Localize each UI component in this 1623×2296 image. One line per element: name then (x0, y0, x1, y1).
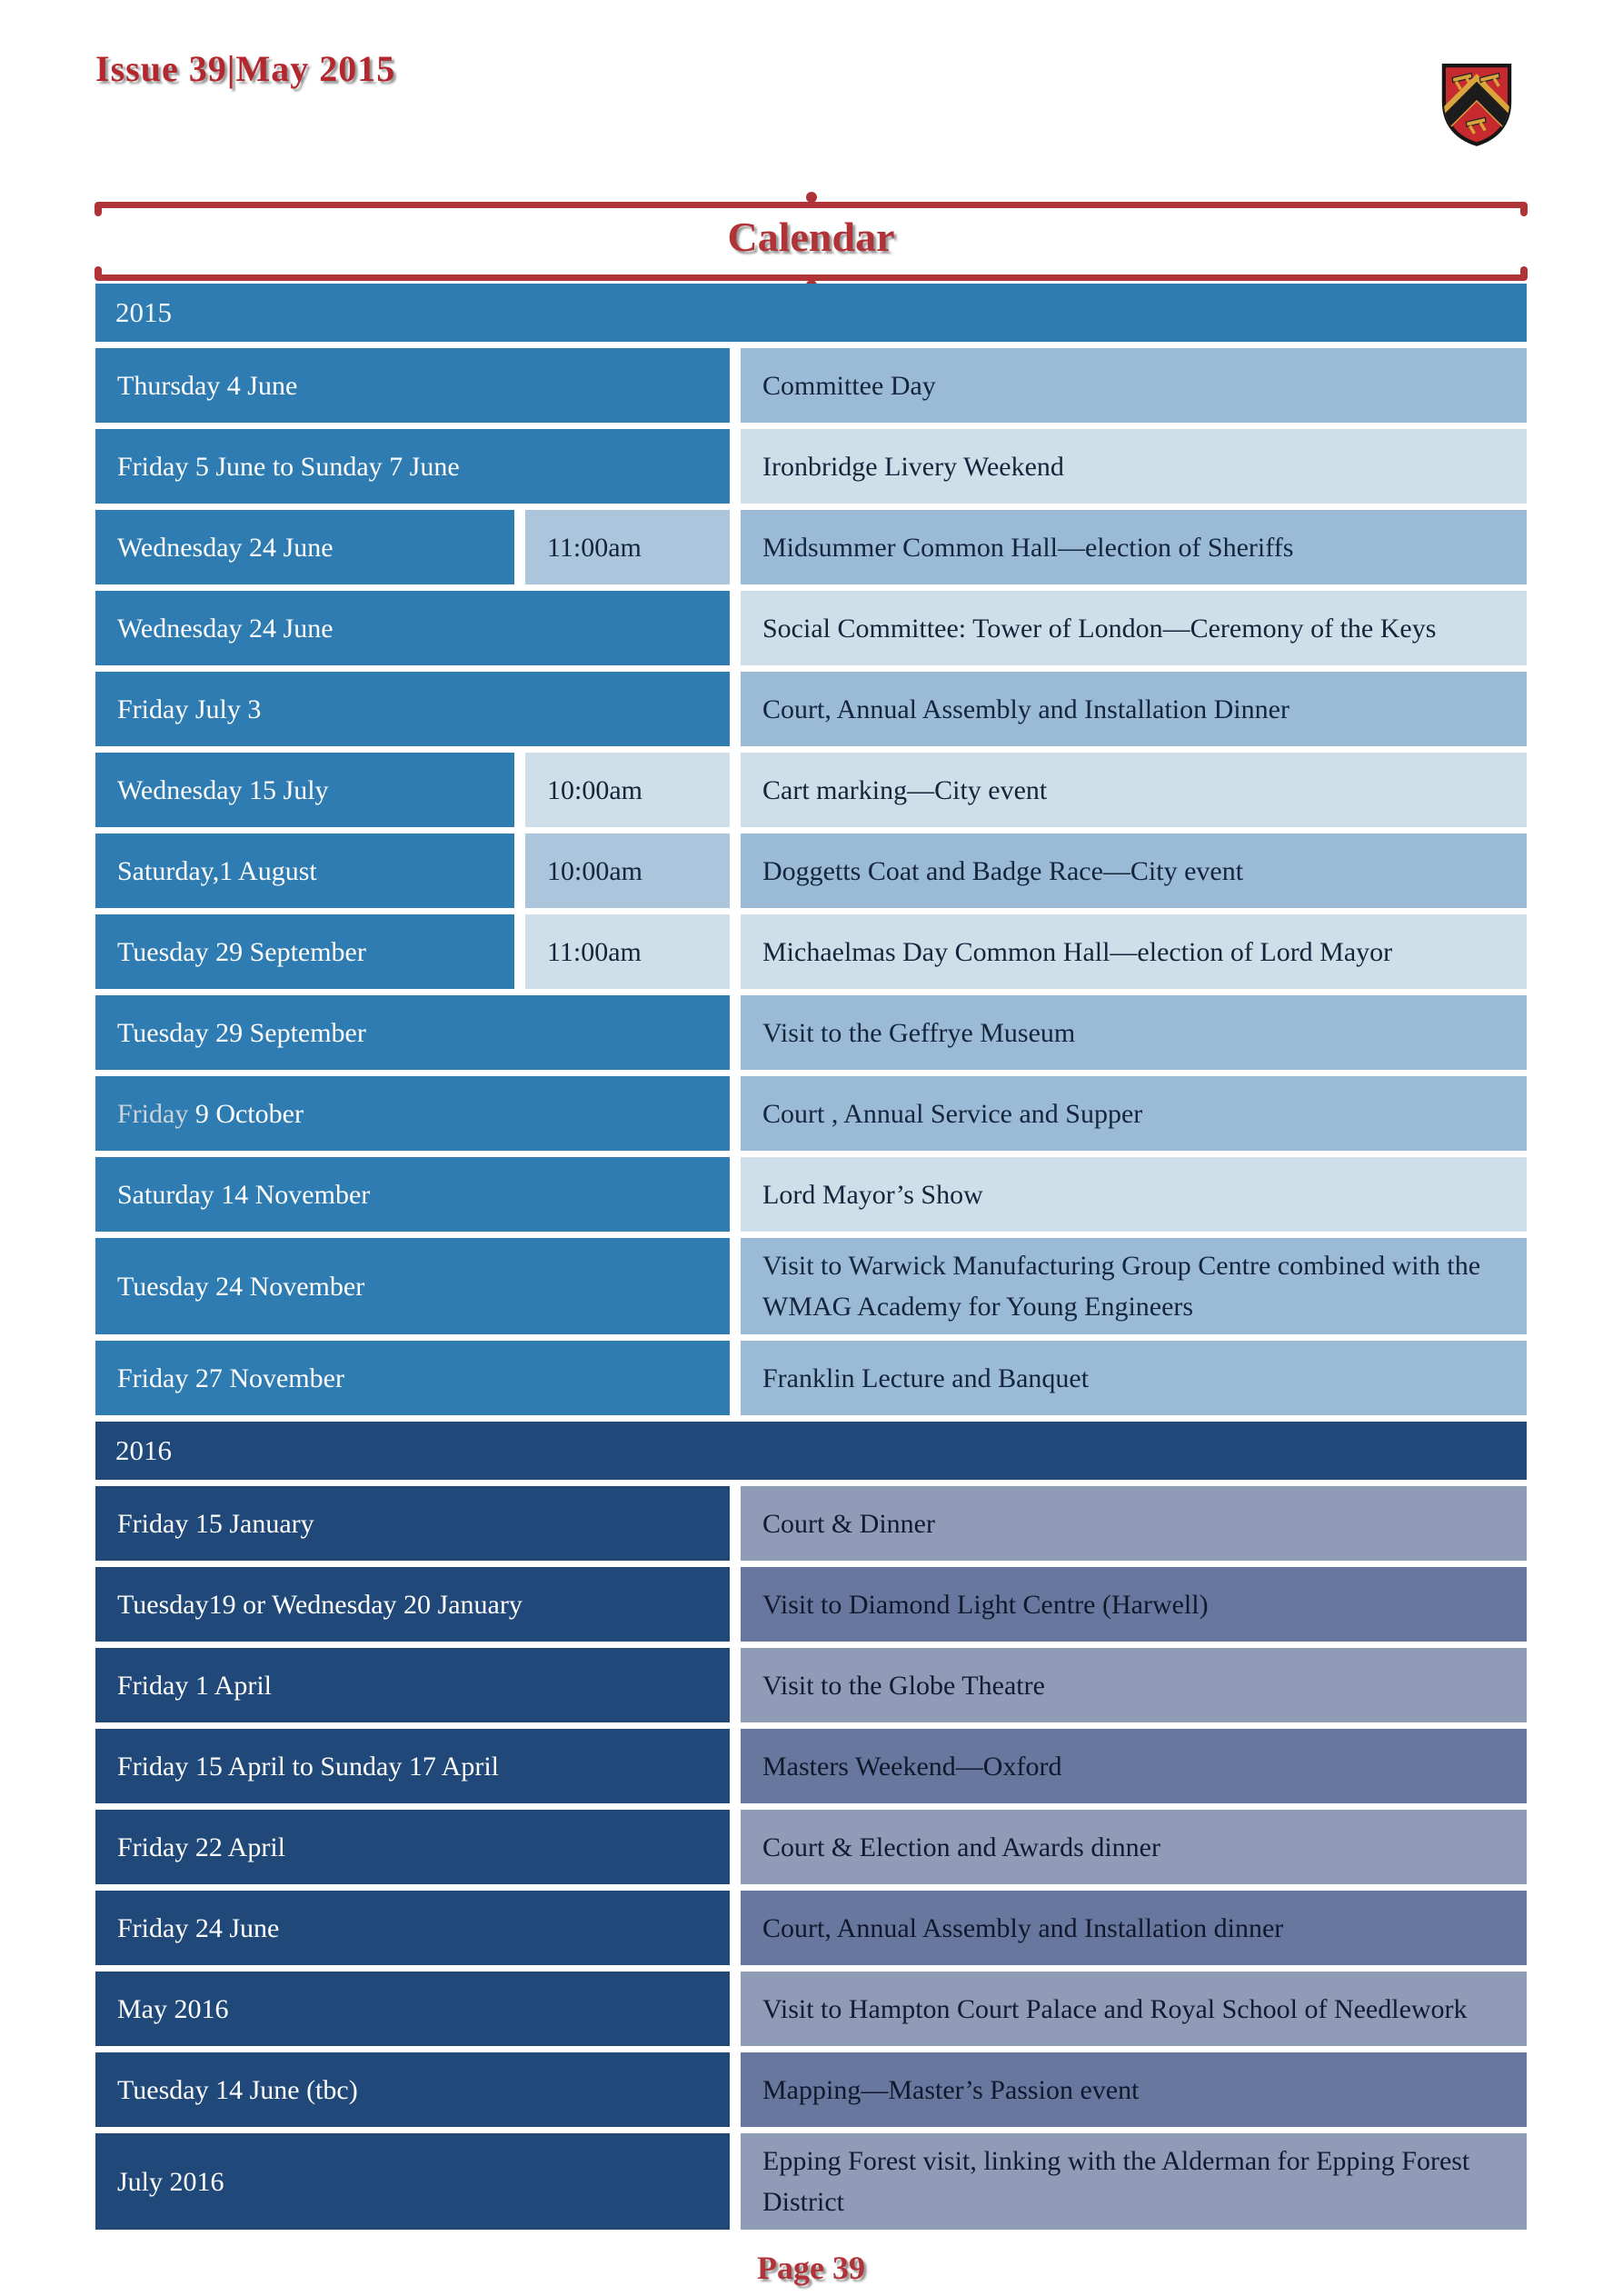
calendar-row (95, 1238, 1527, 1334)
date-cell: Friday 15 April to Sunday 17 April (95, 1729, 730, 1803)
event-cell: Michaelmas Day Common Hall—election of Lord Mayor (741, 914, 1527, 989)
calendar-row (95, 1567, 1527, 1642)
calendar-row (95, 995, 1527, 1070)
date-cell: Friday 22 April (95, 1810, 730, 1884)
calendar-row (95, 753, 1527, 827)
calendar-row (95, 1810, 1527, 1884)
date-cell: Tuesday19 or Wednesday 20 January (95, 1567, 730, 1642)
date-cell: Friday 27 November (95, 1341, 730, 1415)
time-cell: 11:00am (525, 914, 730, 989)
event-cell: Midsummer Common Hall—election of Sheriffs (741, 510, 1527, 584)
time-cell: 11:00am (525, 510, 730, 584)
date-cell: July 2016 (95, 2133, 730, 2230)
event-cell: Visit to Hampton Court Palace and Royal School of Needlework (741, 1972, 1527, 2046)
calendar-row (95, 510, 1527, 584)
calendar-row (95, 672, 1527, 746)
event-cell: Court , Annual Service and Supper (741, 1076, 1527, 1151)
date-cell: Friday 24 June (95, 1891, 730, 1965)
date-cell: Saturday 14 November (95, 1157, 730, 1232)
event-cell: Cart marking—City event (741, 753, 1527, 827)
event-cell: Court & Dinner (741, 1486, 1527, 1561)
calendar-row (95, 1972, 1527, 2046)
date-cell: Thursday 4 June (95, 348, 730, 423)
decorative-rule-bottom (95, 275, 1527, 281)
date-cell: Friday 9 October (95, 1076, 730, 1151)
event-cell: Mapping—Master’s Passion event (741, 2052, 1527, 2127)
date-cell: Wednesday 24 June (95, 510, 514, 584)
event-cell: Committee Day (741, 348, 1527, 423)
date-muted-prefix: Friday (117, 1098, 189, 1129)
event-cell: Social Committee: Tower of London—Ceremony of the Keys (741, 591, 1527, 665)
date-cell: Friday July 3 (95, 672, 730, 746)
time-cell: 10:00am (525, 753, 730, 827)
date-cell: Wednesday 24 June (95, 591, 730, 665)
calendar-row (95, 348, 1527, 423)
date-cell: Tuesday 24 November (95, 1238, 730, 1334)
year-header-2015: 2015 (95, 284, 1527, 342)
calendar-row (95, 1729, 1527, 1803)
event-cell: Visit to Warwick Manufacturing Group Centre combined with the WMAG Academy for Young Engineers (741, 1238, 1527, 1334)
year-header-2016: 2016 (95, 1422, 1527, 1480)
event-cell: Visit to the Globe Theatre (741, 1648, 1527, 1722)
event-cell: Franklin Lecture and Banquet (741, 1341, 1527, 1415)
date-cell: May 2016 (95, 1972, 730, 2046)
calendar-row (95, 1486, 1527, 1561)
event-cell: Epping Forest visit, linking with the Alderman for Epping Forest District (741, 2133, 1527, 2230)
event-cell: Masters Weekend—Oxford (741, 1729, 1527, 1803)
calendar-row (95, 1341, 1527, 1415)
calendar-row (95, 914, 1527, 989)
time-cell: 10:00am (525, 834, 730, 908)
calendar-row (95, 1157, 1527, 1232)
event-cell: Court, Annual Assembly and Installation dinner (741, 1891, 1527, 1965)
event-cell: Visit to Diamond Light Centre (Harwell) (741, 1567, 1527, 1642)
event-cell: Court, Annual Assembly and Installation Dinner (741, 672, 1527, 746)
decorative-rule-top (95, 202, 1527, 208)
livery-company-crest-icon (1439, 60, 1515, 149)
calendar-row (95, 429, 1527, 504)
calendar-row (95, 2052, 1527, 2127)
calendar-row (95, 2133, 1527, 2230)
event-cell: Visit to the Geffrye Museum (741, 995, 1527, 1070)
date-cell: Tuesday 29 September (95, 914, 514, 989)
date-cell: Friday 5 June to Sunday 7 June (95, 429, 730, 504)
calendar-row (95, 1076, 1527, 1151)
date-cell: Tuesday 29 September (95, 995, 730, 1070)
calendar-table (95, 284, 1527, 2287)
issue-label: Issue 39|May 2015 (95, 48, 396, 89)
event-cell: Lord Mayor’s Show (741, 1157, 1527, 1232)
calendar-row (95, 1891, 1527, 1965)
rule-center-dot (806, 192, 817, 203)
date-cell: Tuesday 14 June (tbc) (95, 2052, 730, 2127)
page-number: Page 39 (757, 2250, 865, 2286)
date-cell: Friday 15 January (95, 1486, 730, 1561)
event-cell: Doggetts Coat and Badge Race—City event (741, 834, 1527, 908)
event-cell: Court & Election and Awards dinner (741, 1810, 1527, 1884)
event-cell: Ironbridge Livery Weekend (741, 429, 1527, 504)
page-title: Calendar (727, 214, 895, 260)
calendar-row (95, 591, 1527, 665)
date-cell: Friday 1 April (95, 1648, 730, 1722)
date-cell: Saturday,1 August (95, 834, 514, 908)
calendar-row (95, 834, 1527, 908)
calendar-row (95, 1648, 1527, 1722)
date-cell: Wednesday 15 July (95, 753, 514, 827)
